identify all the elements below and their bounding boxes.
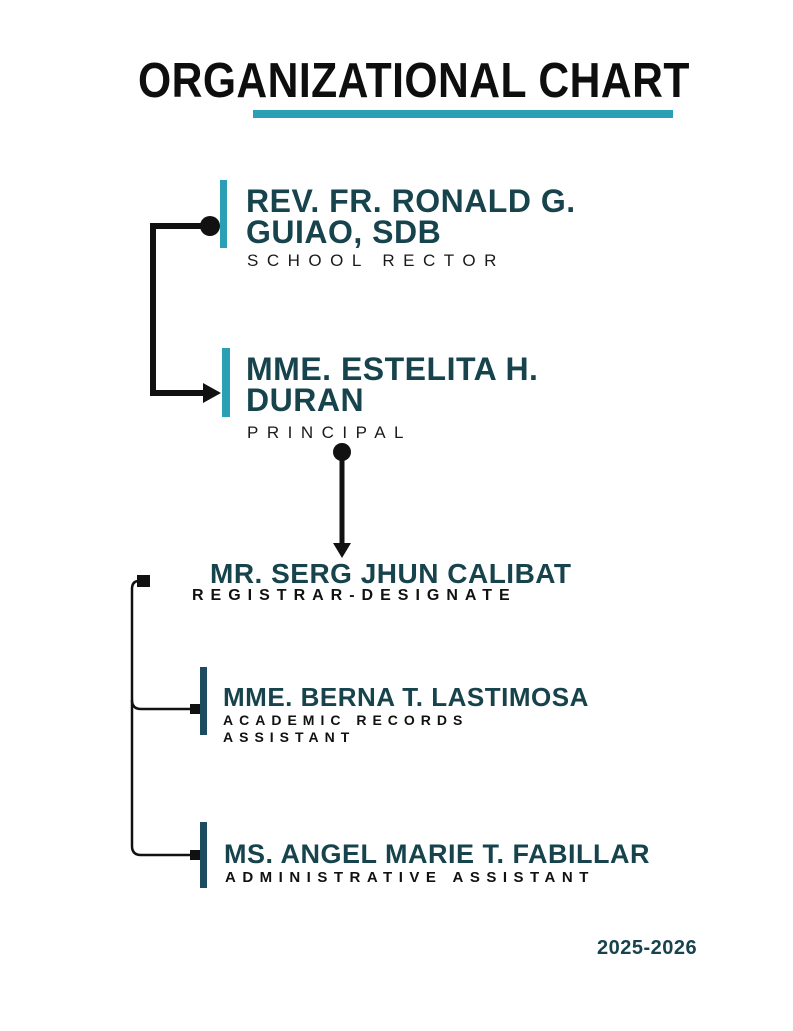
tree-branch-path (132, 700, 192, 709)
square-node-icon (190, 850, 200, 860)
person-name-rector: REV. FR. RONALD G. GUIAO, SDB (246, 183, 576, 250)
person-name-registrar: MR. SERG JHUN CALIBAT (210, 558, 572, 589)
school-year-label: 2025-2026 (597, 937, 698, 959)
person-role-principal: PRINCIPAL (247, 423, 412, 442)
square-node-icon (137, 575, 150, 587)
page-title: ORGANIZATIONAL CHART (138, 54, 690, 108)
accent-bar-principal (222, 348, 230, 417)
person-name-admin: MS. ANGEL MARIE T. FABILLAR (224, 839, 651, 869)
accent-bar-rector (220, 180, 227, 248)
title-underline (253, 110, 673, 118)
arrow-down-icon (333, 543, 351, 558)
tree-registrar-branches (132, 575, 200, 860)
circle-node-icon (200, 216, 220, 236)
bracket-path (153, 226, 208, 393)
accent-bar-records (200, 667, 207, 735)
bracket-rector-principal (153, 216, 221, 403)
tree-main-path (132, 581, 192, 855)
arrow-principal-registrar (333, 443, 351, 558)
person-role-records: ACADEMIC RECORDS ASSISTANT (223, 712, 469, 745)
person-role-admin: ADMINISTRATIVE ASSISTANT (225, 869, 595, 886)
person-role-registrar: REGISTRAR-DESIGNATE (192, 587, 517, 604)
person-role-rector: SCHOOL RECTOR (247, 251, 505, 270)
accent-bar-admin (200, 822, 207, 888)
square-node-icon (190, 704, 200, 714)
person-name-records: MME. BERNA T. LASTIMOSA (223, 682, 589, 712)
person-name-principal: MME. ESTELITA H. DURAN (246, 351, 539, 418)
circle-node-icon (333, 443, 351, 461)
arrow-right-icon (203, 383, 221, 403)
